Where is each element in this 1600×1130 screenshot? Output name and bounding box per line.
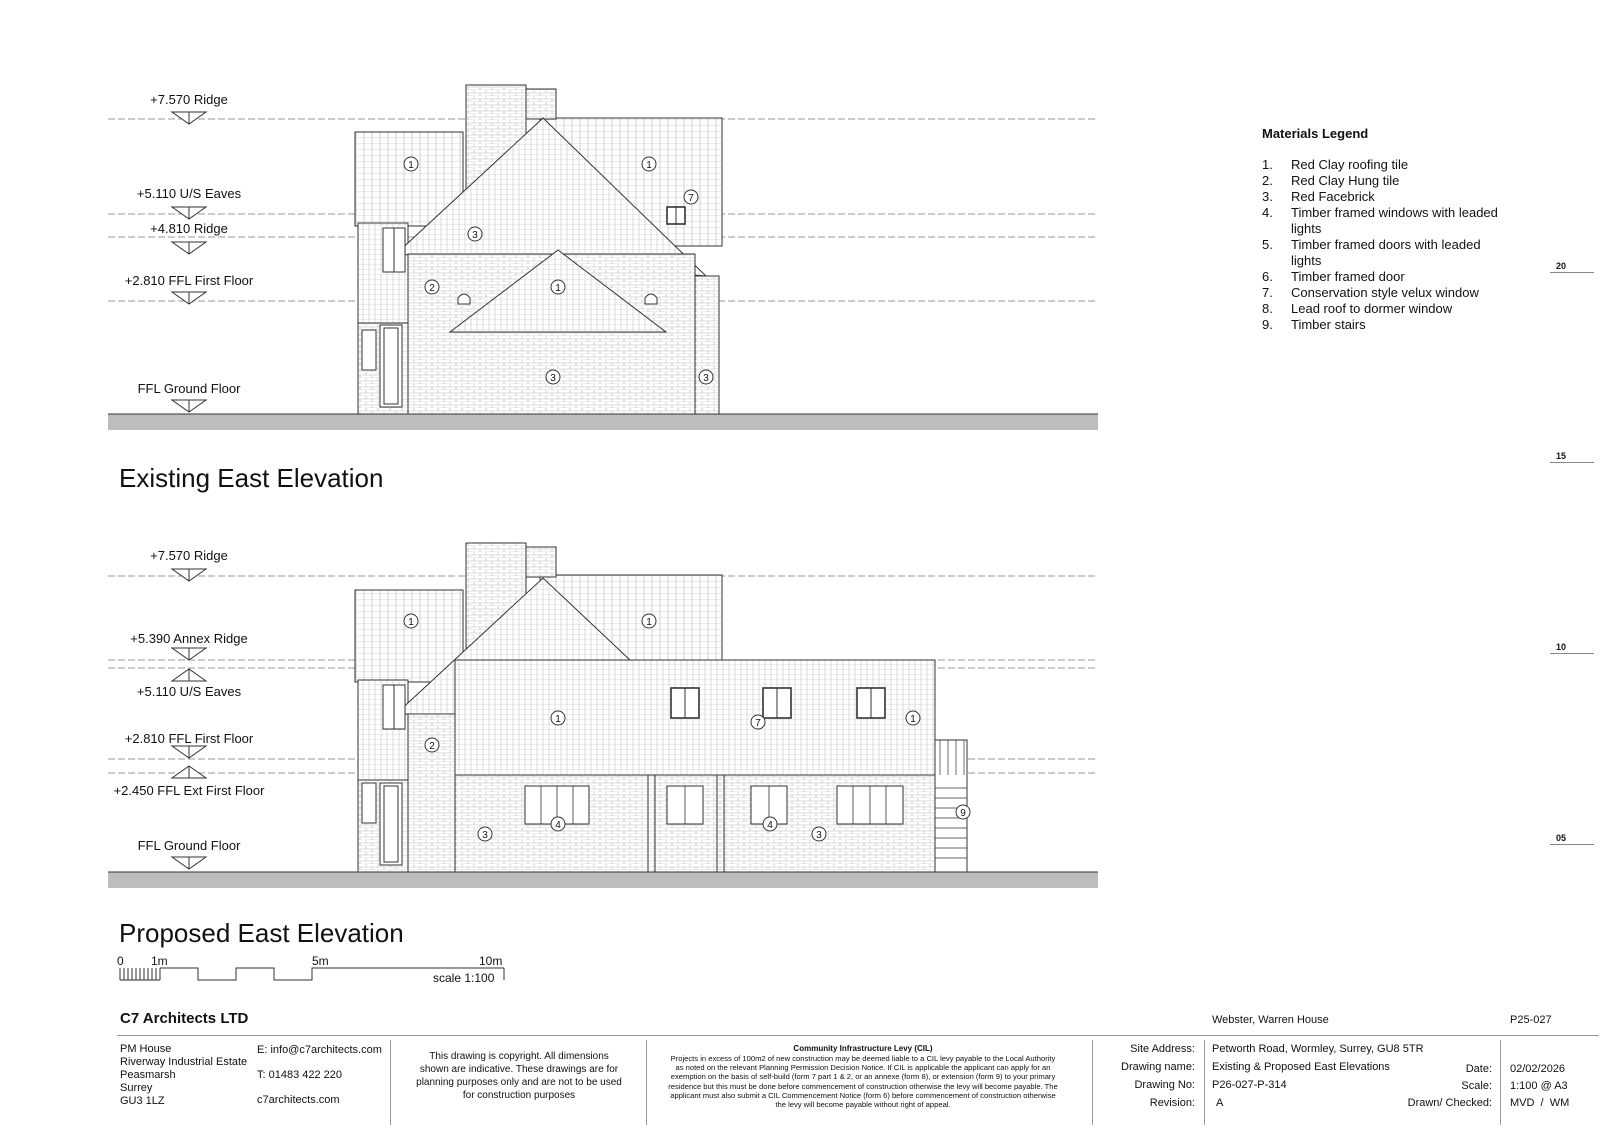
existing-level-1: +7.570 Ridge	[150, 92, 228, 107]
legend-item: 6. Timber framed door	[1262, 269, 1405, 284]
proposed-ground	[108, 872, 1098, 888]
margin-tick-20: 20	[1550, 262, 1594, 273]
legend-item: 2. Red Clay Hung tile	[1262, 173, 1400, 188]
existing-material-tag-label: 1	[646, 160, 652, 171]
proposed-material-tag-label: 3	[816, 830, 822, 841]
legend-title: Materials Legend	[1262, 126, 1369, 141]
legend-list	[1262, 157, 1502, 333]
legend-item: 9. Timber stairs	[1262, 317, 1366, 332]
proposed-material-tag-label: 4	[767, 820, 773, 831]
legend-item: 1. Red Clay roofing tile	[1262, 157, 1409, 172]
company-website: c7architects.com	[257, 1094, 340, 1106]
existing-title: Existing East Elevation	[119, 463, 384, 493]
copyright-note: This drawing is copyright. All dimensions shown are indicative. These drawings are for planning purposes only and are not to be used for construction purposes	[416, 1051, 622, 1101]
company-name: C7 Architects LTD	[120, 1010, 249, 1027]
site-address-label: Site Address:	[1130, 1043, 1195, 1055]
proposed-material-tag-label: 1	[555, 714, 561, 725]
existing-material-tag-label: 7	[688, 193, 694, 204]
scale-label-1m: 1m	[151, 954, 168, 968]
scale-value: 1:100 @ A3	[1510, 1080, 1568, 1092]
existing-material-tag-label: 1	[408, 160, 414, 171]
legend-item: 5. Timber framed doors with leaded lights	[1262, 237, 1481, 268]
scale-label-10m: 10m	[479, 954, 503, 968]
existing-ground	[108, 414, 1098, 430]
existing-material-tag-label: 3	[550, 373, 556, 384]
proposed-elevation	[108, 543, 1098, 888]
date: 02/02/2026	[1510, 1063, 1566, 1075]
materials-legend	[1262, 126, 1502, 333]
existing-material-tag-label: 3	[472, 230, 478, 241]
existing-elevation	[108, 85, 1098, 430]
existing-level-5: FFL Ground Floor	[137, 381, 241, 396]
drawn-checked-label: Drawn/ Checked:	[1407, 1097, 1492, 1109]
scale-label-5m: 5m	[312, 954, 329, 968]
proposed-level-5: +2.450 FFL Ext First Floor	[113, 783, 265, 798]
existing-level-3: +4.810 Ridge	[150, 221, 228, 236]
margin-tick-05: 05	[1550, 834, 1594, 845]
proposed-level-1: +7.570 Ridge	[150, 548, 228, 563]
proposed-material-tag-label: 1	[910, 714, 916, 725]
cil-text: Projects in excess of 100m2 of new construction may be deemed liable to a CIL levy payable to the Local Authority as noted on the relevant Planning Permission Decision Notice. If CIL is applicable the applicant can apply for an exemption on the basis of self-build (form 7 part 1 & 2, or an annexe (form 8), or extension (form 9) to your primary residence but this must be done before commencement of construction otherwise the levy will become payable. The applicant must also submit a CIL Commencement Notice (form 6) before commencement of construction otherwise the levy will become payable without right of appeal.	[668, 1054, 1058, 1110]
company-address: PM House Riverway Industrial Estate Peasmarsh Surrey GU3 1LZ	[120, 1043, 248, 1107]
proposed-title: Proposed East Elevation	[119, 918, 404, 948]
scale-label-0: 0	[117, 954, 124, 968]
legend-item: 3. Red Facebrick	[1262, 189, 1375, 204]
existing-material-tag-label: 3	[703, 373, 709, 384]
revision-label: Revision:	[1149, 1097, 1195, 1109]
cil-title: Community Infrastructure Levy (CIL)	[793, 1044, 933, 1053]
proposed-material-tag-label: 3	[482, 830, 488, 841]
drawing-no-label: Drawing No:	[1134, 1079, 1195, 1091]
legend-item: 4. Timber framed windows with leaded lights	[1262, 205, 1498, 236]
drawing-name-label: Drawing name:	[1121, 1061, 1195, 1073]
margin-tick-15: 15	[1550, 452, 1594, 463]
existing-material-tag-label: 2	[429, 283, 435, 294]
existing-material-tag-label: 1	[555, 283, 561, 294]
proposed-level-4: +2.810 FFL First Floor	[124, 731, 254, 746]
company-email: E: info@c7architects.com	[257, 1044, 382, 1056]
legend-item: 7. Conservation style velux window	[1262, 285, 1479, 300]
proposed-material-tag-label: 2	[429, 741, 435, 752]
scale-field-label: Scale:	[1461, 1080, 1492, 1092]
proposed-level-6: FFL Ground Floor	[137, 838, 241, 853]
revision: A	[1216, 1097, 1224, 1109]
existing-level-4: +2.810 FFL First Floor	[124, 273, 254, 288]
existing-level-2: +5.110 U/S Eaves	[136, 186, 242, 201]
scale-text: scale 1:100	[433, 971, 495, 985]
margin-tick-10: 10	[1550, 643, 1594, 654]
legend-item: 8. Lead roof to dormer window	[1262, 301, 1453, 316]
proposed-material-tag-label: 7	[755, 718, 761, 729]
drawn-checked: MVD / WM	[1510, 1097, 1570, 1109]
proposed-material-tag-label: 1	[408, 617, 414, 628]
proposed-material-tag-label: 1	[646, 617, 652, 628]
proposed-level-2: +5.390 Annex Ridge	[130, 631, 248, 646]
drawing-name: Existing & Proposed East Elevations	[1212, 1061, 1390, 1073]
title-block	[0, 1010, 1600, 1130]
drawing-number: P26-027-P-314	[1212, 1079, 1287, 1091]
proposed-material-tag-label: 4	[555, 820, 561, 831]
proposed-level-3: +5.110 U/S Eaves	[136, 684, 242, 699]
proposed-material-tag-label: 9	[960, 808, 966, 819]
company-phone: T: 01483 422 220	[257, 1069, 343, 1081]
project-number: P25-027	[1510, 1014, 1552, 1026]
site-address: Petworth Road, Wormley, Surrey, GU8 5TR	[1212, 1043, 1424, 1055]
client-name: Webster, Warren House	[1212, 1014, 1329, 1026]
date-label: Date:	[1465, 1063, 1492, 1075]
